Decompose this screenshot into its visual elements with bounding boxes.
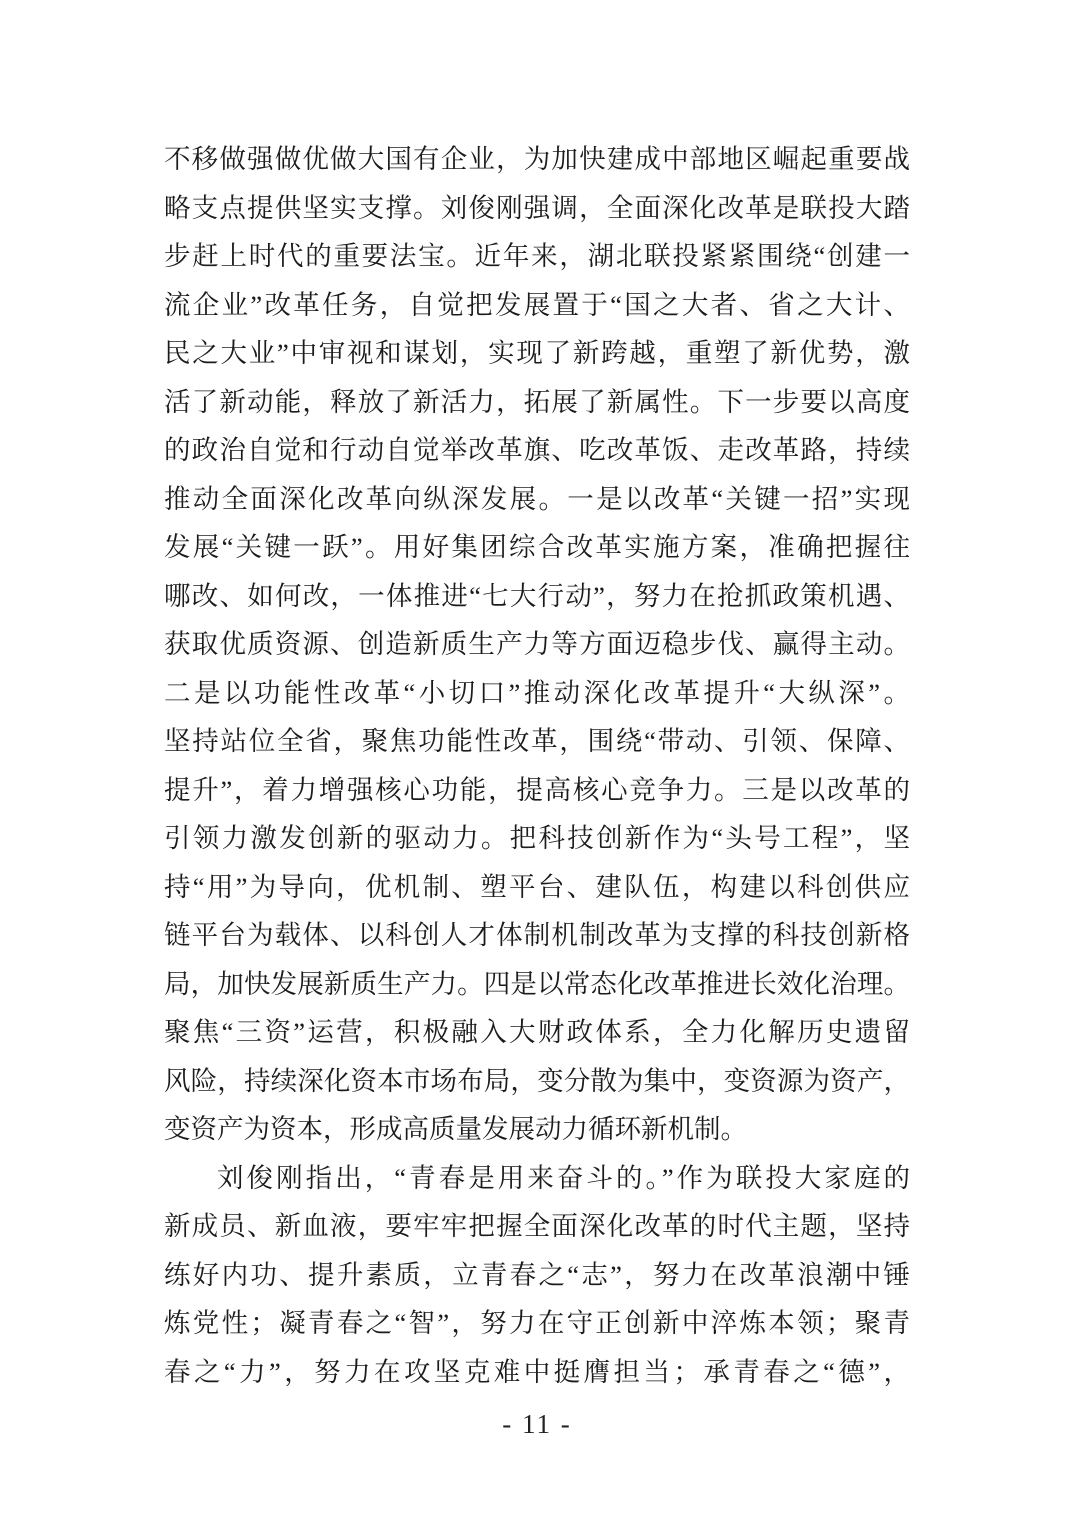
text-line: 二是以功能性改革“小切口”推动深化改革提升“大纵深”。	[164, 677, 910, 708]
text-line: 推动全面深化改革向纵深发展。一是以改革“关键一招”实现	[164, 483, 910, 514]
text-line: 局，加快发展新质生产力。四是以常态化改革推进长效化治理。	[164, 968, 910, 999]
text-line: 的政治自觉和行动自觉举改革旗、吃改革饭、走改革路，持续	[164, 435, 910, 465]
page-number: - 11 -	[502, 1409, 572, 1439]
text-line: 略支点提供坚实支撑。刘俊刚强调，全面深化改革是联投大踏	[164, 192, 910, 223]
text-line: 坚持站位全省，聚焦功能性改革，围绕“带动、引领、保障、	[164, 726, 910, 756]
text-line: 步赶上时代的重要法宝。近年来，湖北联投紧紧围绕“创建一	[164, 241, 910, 271]
text-line: 不移做强做优做大国有企业，为加快建成中部地区崛起重要战	[164, 144, 910, 174]
text-line: 链平台为载体、以科创人才体制机制改革为支撑的科技创新格	[164, 920, 910, 950]
text-line: 民之大业”中审视和谋划，实现了新跨越，重塑了新优势，激	[164, 338, 910, 368]
text-line: 提升”，着力增强核心功能，提高核心竞争力。三是以改革的	[164, 774, 910, 805]
text-line: 练好内功、提升素质，立青春之“志”，努力在改革浪潮中锤	[164, 1259, 910, 1290]
text-line: 春之“力”，努力在攻坚克难中挺膺担当；承青春之“德”，	[164, 1356, 910, 1387]
body-text	[164, 135, 910, 1396]
text-line: 新成员、新血液，要牢牢把握全面深化改革的时代主题，坚持	[164, 1211, 910, 1241]
text-line: 持“用”为导向，优机制、塑平台、建队伍，构建以科创供应	[164, 871, 910, 902]
text-line: 聚焦“三资”运营，积极融入大财政体系，全力化解历史遗留	[164, 1017, 910, 1047]
text-line: 风险，持续深化资本市场布局，变分散为集中，变资源为资产，	[164, 1065, 910, 1096]
text-line: 刘俊刚指出，“青春是用来奋斗的。”作为联投大家庭的	[217, 1162, 910, 1193]
text-line: 引领力激发创新的驱动力。把科技创新作为“头号工程”，坚	[164, 823, 910, 853]
text-line: 哪改、如何改，一体推进“七大行动”，努力在抢抓政策机遇、	[164, 580, 910, 611]
text-line: 活了新动能，释放了新活力，拓展了新属性。下一步要以高度	[164, 386, 910, 417]
text-line: 获取优质资源、创造新质生产力等方面迈稳步伐、赢得主动。	[164, 629, 910, 659]
text-line: 发展“关键一跃”。用好集团综合改革实施方案，准确把握往	[164, 532, 910, 562]
text-line: 变资产为资本，形成高质量发展动力循环新机制。	[164, 1114, 747, 1144]
text-line: 流企业”改革任务，自觉把发展置于“国之大者、省之大计、	[164, 289, 910, 320]
text-line: 炼党性；凝青春之“智”，努力在守正创新中淬炼本领；聚青	[164, 1308, 910, 1338]
